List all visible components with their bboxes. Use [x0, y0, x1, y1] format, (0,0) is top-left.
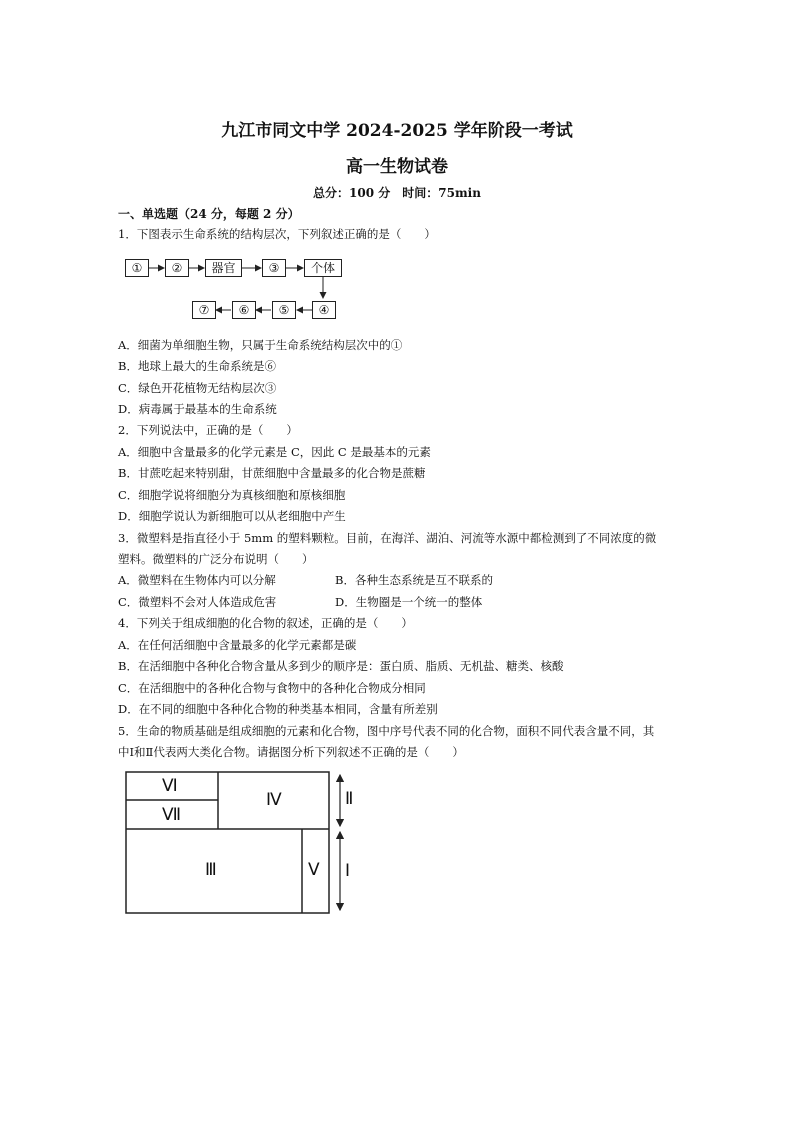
group-I-label: Ⅰ [345, 861, 351, 880]
exam-info: 总分：100 分 时间：75min [313, 186, 481, 200]
q1-option-c: C．绿色开花植物无结构层次③ [118, 381, 277, 395]
section-heading: 一、单选题（24 分，每题 2 分） [118, 207, 300, 221]
level-5-box: ⑤ [272, 301, 296, 319]
q3-option-a: A．微塑料在生物体内可以分解 [118, 573, 276, 587]
q3-option-b: B．各种生态系统是互不联系的 [335, 573, 493, 587]
region-IV-label: Ⅳ [266, 790, 282, 809]
q4-option-a: A．在任何活细胞中含量最多的化学元素都是碳 [118, 638, 357, 652]
exam-subtitle: 高一生物试卷 [346, 157, 448, 177]
level-6-box: ⑥ [232, 301, 256, 319]
q5-stem-line1: 5．生命的物质基础是组成细胞的元素和化合物，图中序号代表不同的化合物，面积不同代表含量不同，其 [118, 724, 655, 738]
q4-option-c: C．在活细胞中的各种化合物与食物中的各种化合物成分相同 [118, 681, 426, 695]
region-III-label: Ⅲ [205, 860, 217, 879]
exam-title: 九江市同文中学 2024-2025 学年阶段一考试 [221, 121, 573, 141]
q2-stem: 2．下列说法中，正确的是（ ） [118, 423, 298, 437]
level-2-box: ② [165, 259, 189, 277]
level-7-box: ⑦ [192, 301, 216, 319]
organ-box: 器官 [205, 259, 242, 277]
q5-stem-line2: 中Ⅰ和Ⅱ代表两大类化合物。请据图分析下列叙述不正确的是（ ） [118, 745, 464, 759]
q4-option-d: D．在不同的细胞中各种化合物的种类基本相同，含量有所差别 [118, 702, 438, 716]
region-V-label: Ⅴ [308, 860, 320, 879]
q2-option-a: A．细胞中含量最多的化学元素是 C，因此 C 是最基本的元素 [118, 445, 431, 459]
region-VII-label: Ⅶ [162, 805, 182, 824]
level-3-box: ③ [262, 259, 286, 277]
q3-option-c: C．微塑料不会对人体造成危害 [118, 595, 277, 609]
q3-stem-line1: 3．微塑料是指直径小于 5mm 的塑料颗粒。目前，在海洋、湖泊、河流等水源中都检测到了不同浓度的微 [118, 531, 657, 545]
q2-option-c: C．细胞学说将细胞分为真核细胞和原核细胞 [118, 488, 346, 502]
q2-option-b: B．甘蔗吃起来特别甜，甘蔗细胞中含量最多的化合物是蔗糖 [118, 466, 426, 480]
q4-option-b: B．在活细胞中各种化合物含量从多到少的顺序是：蛋白质、脂质、无机盐、糖类、核酸 [118, 659, 564, 673]
q2-option-d: D．细胞学说认为新细胞可以从老细胞中产生 [118, 509, 346, 523]
individual-box: 个体 [304, 259, 342, 277]
q1-option-d: D．病毒属于最基本的生命系统 [118, 402, 277, 416]
q3-stem-line2: 塑料。微塑料的广泛分布说明（ ） [118, 552, 314, 566]
q4-stem: 4．下列关于组成细胞的化合物的叙述，正确的是（ ） [118, 616, 413, 630]
q1-stem: 1．下图表示生命系统的结构层次，下列叙述正确的是（ ） [118, 227, 436, 241]
level-4-box: ④ [312, 301, 336, 319]
level-1-box: ① [125, 259, 149, 277]
q1-option-b: B．地球上最大的生命系统是⑥ [118, 359, 276, 373]
q1-option-a: A．细菌为单细胞生物，只属于生命系统结构层次中的① [118, 338, 403, 352]
region-VI-label: Ⅵ [162, 776, 178, 795]
group-II-label: Ⅱ [345, 789, 354, 808]
q3-option-d: D．生物圈是一个统一的整体 [335, 595, 483, 609]
